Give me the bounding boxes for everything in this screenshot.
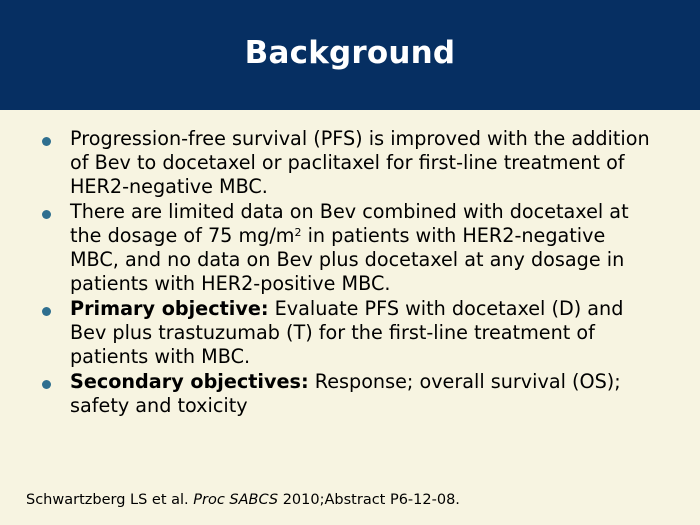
slide-title: Background xyxy=(244,35,456,71)
bullet-dot-icon xyxy=(42,137,51,146)
bullet-dot-icon xyxy=(42,210,51,219)
bullet-text: Evaluate PFS with docetaxel (D) and Bev plus trastuzumab (T) for the first-line treatment of patients with MBC. xyxy=(70,297,624,368)
bullet-item xyxy=(40,370,660,418)
bullet-item xyxy=(40,200,660,296)
bullet-text: Progression-free survival (PFS) is improved with the addition of Bev to docetaxel or paclitaxel for first-line treatment of HER2-negative MBC. xyxy=(70,127,650,198)
secondary-objectives-label: Secondary objectives: xyxy=(70,370,309,393)
reference-citation xyxy=(26,491,460,509)
reference-details: 2010;Abstract P6-12-08. xyxy=(278,492,460,508)
bullet-list xyxy=(40,127,660,419)
bullet-dot-icon xyxy=(42,307,51,316)
bullet-text: There are limited data on Bev combined with docetaxel at the dosage of 75 mg/m xyxy=(70,200,629,247)
bullet-dot-icon xyxy=(42,380,51,389)
bullet-item xyxy=(40,127,660,199)
reference-journal: Proc SABCS xyxy=(193,492,279,508)
reference-authors: Schwartzberg LS et al. xyxy=(26,492,194,508)
bullet-item xyxy=(40,297,660,369)
superscript: 2 xyxy=(294,226,302,239)
header-bar xyxy=(0,0,700,110)
bullet-text: Response; overall survival (OS); safety and toxicity xyxy=(70,370,621,417)
bullet-text-cont: in patients with HER2-negative MBC, and no data on Bev plus docetaxel at any dosage in patients with HER2-positive MBC. xyxy=(70,224,625,295)
primary-objective-label: Primary objective: xyxy=(70,297,269,320)
